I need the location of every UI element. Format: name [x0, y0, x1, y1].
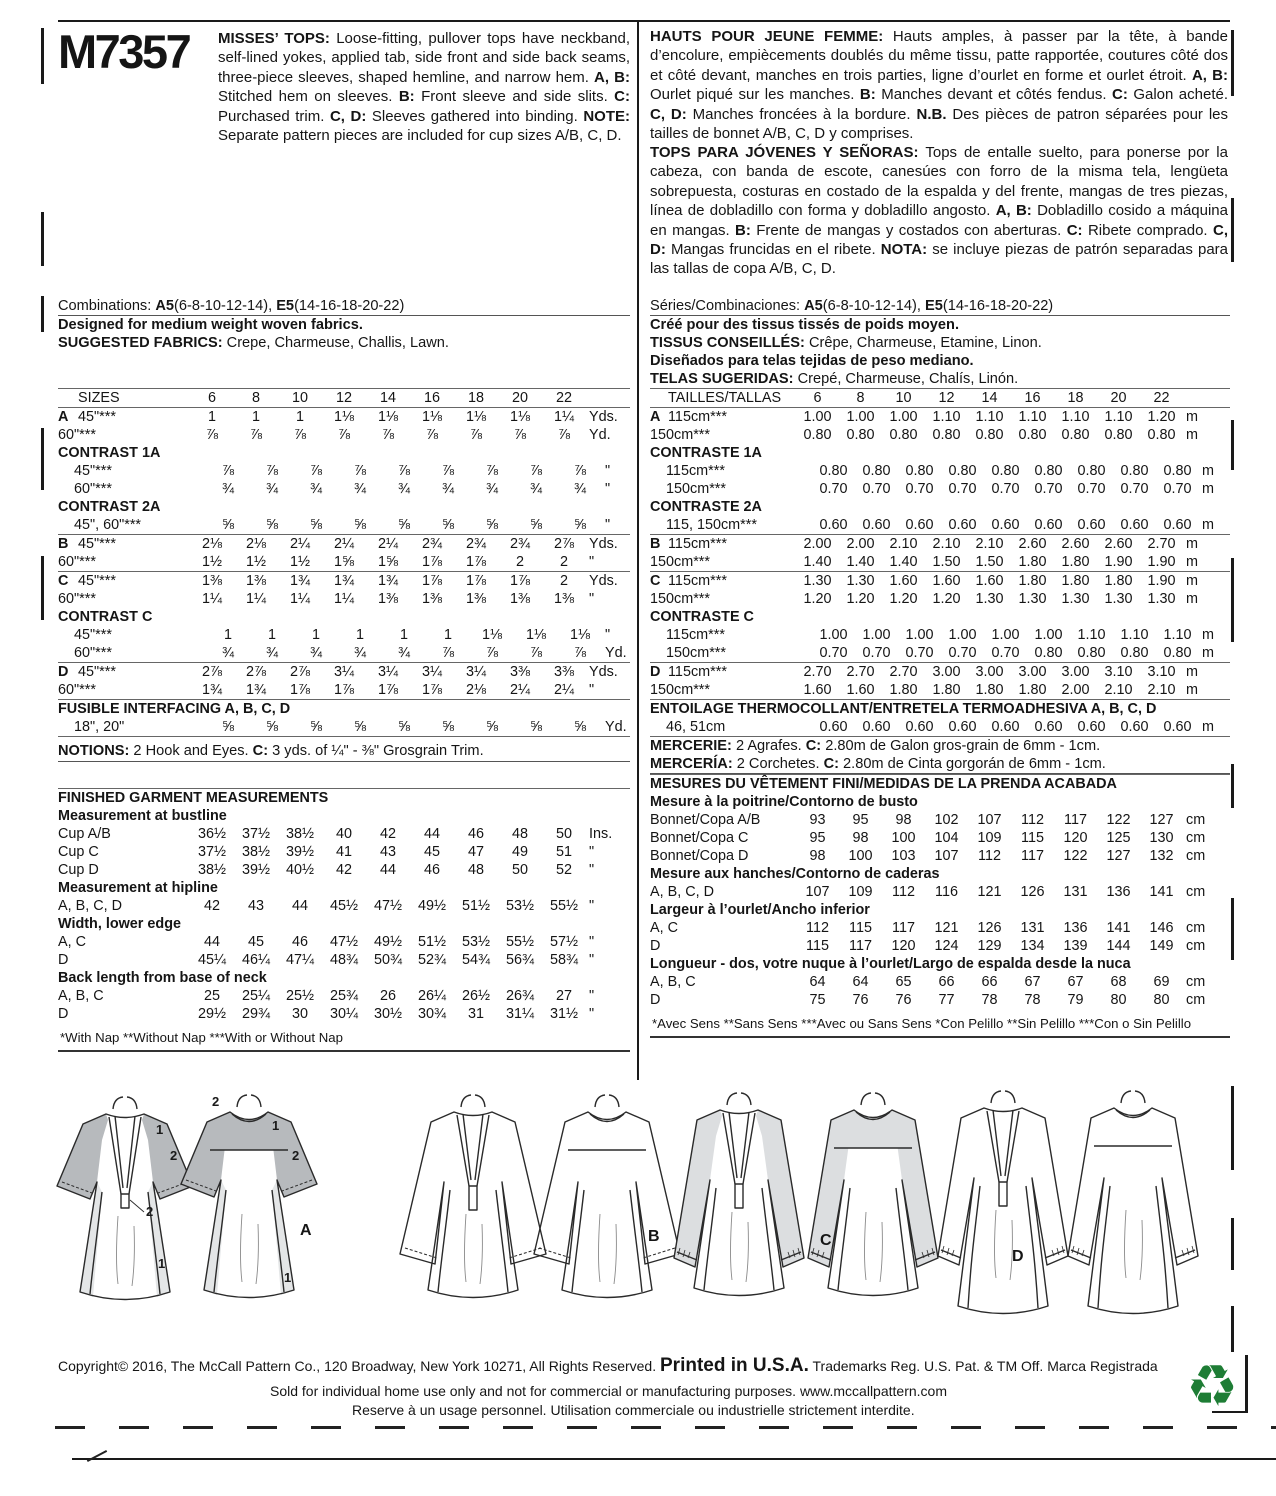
table-row: A, C 44 45 46 47½ 49½ 51½ 53½ 55½ 57½ ": [58, 934, 595, 950]
table-row: Mesure à la poitrine/Contorno de busto: [650, 794, 918, 810]
garment-b-front-illustration: [398, 1094, 548, 1319]
table-row: Back length from base of neck: [58, 970, 267, 986]
table-row: A, B, C, D 107 109 112 116 121 126 131 136 141 cm: [650, 884, 1206, 900]
table-row: CONTRASTE 2A: [650, 499, 762, 515]
table-row: A, B, C 64 64 65 66 66 67 67 68 69 cm: [650, 974, 1206, 990]
edge-mark: [1231, 30, 1234, 96]
table-row: A 115cm*** 1.00 1.00 1.00 1.10 1.10 1.10 1.10 1.10 1.20 m: [650, 409, 1198, 425]
series-combinations-line: Séries/Combinaciones: A5(6-8-10-12-14), E5(14-16-18-20-22): [650, 297, 1230, 316]
notions-line: NOTIONS: 2 Hook and Eyes. C: 3 yds. of ¼" - ⅜" Grosgrain Trim.: [58, 741, 630, 762]
usage-personnel-line: Reserve à un usage personnel. Utilisation commerciale ou industrielle strictement interdite.: [352, 1402, 915, 1418]
table-row: Cup D 38½ 39½ 40½ 42 44 46 48 50 52 ": [58, 862, 595, 878]
table-row: 115cm*** 1.00 1.00 1.00 1.00 1.00 1.00 1.10 1.10 1.10 m: [666, 627, 1214, 643]
designed-line: Designed for medium weight woven fabrics.: [58, 317, 363, 333]
table-row: CONTRAST C: [58, 609, 153, 625]
description-spanish: TOPS PARA JÓVENES Y SEÑORAS: Tops de entalle suelto, para ponerse por la cabeza, con banda de escote, canesúes con forro de la misma tela, lengüeta sobrepuesta, costuras en costado de la espalda y del frente, mangas de tres piezas, línea de dobladillo con forma y dobladillo angosto. A, B: Dobladillo cosido a máquina en mangas. B: Frente de mangas y costados con aberturas. C: Ribete comprado. C, D: Mangas fruncidas en el ribete. NOTA: se incluye piezas de patrón separadas para las tallas de copa A/B, C, D.: [650, 144, 1229, 278]
edge-mark: [1231, 1306, 1234, 1352]
edge-mark: [1231, 764, 1234, 808]
table-row: 115, 150cm*** 0.60 0.60 0.60 0.60 0.60 0.60 0.60 0.60 0.60 m: [666, 517, 1214, 533]
table-row: C 115cm*** 1.30 1.30 1.60 1.60 1.60 1.80 1.80 1.80 1.90 m: [650, 571, 1230, 590]
table-row: A, C 112 115 117 121 126 131 136 141 146 cm: [650, 920, 1206, 936]
figure-label-a: A: [300, 1222, 312, 1239]
description-french: HAUTS POUR JEUNE FEMME: Hauts amples, à passer par la tête, à bande d’encolure, empiècements doublés du même tissu, patte rapportée, coutures côté dos et côté devant, manches en trois parties, ligne d’ourlet en forme et ourlet étroit. A, B: Ourlet piqué sur les manches. B: Manches devant et côtés fendus. C: Galon acheté. C, D: Manches froncées à la bordure. N.B. Des pièces de patron séparées pour les tailles de bonnet A/B, C, D y comprises.: [650, 28, 1229, 143]
edge-mark: [1231, 898, 1234, 960]
svg-text:1: 1: [284, 1270, 292, 1285]
disenados-line: Diseñados para telas tejidas de peso mediano.: [650, 353, 974, 369]
edge-mark: [1231, 198, 1234, 262]
telas-line: TELAS SUGERIDAS: Crepé, Charmeuse, Chalís, Linón.: [650, 371, 1019, 387]
table-row: D 75 76 76 77 78 78 79 80 80 cm: [650, 992, 1206, 1008]
edge-mark: [41, 428, 44, 490]
sens-footnote: *Avec Sens **Sans Sens ***Avec ou Sans Sens *Con Pelillo **Sin Pelillo ***Con o Sin Pelillo: [650, 1009, 1230, 1038]
table-row: D 45¼ 46¼ 47¼ 48¾ 50¾ 52¾ 54¾ 56¾ 58¾ ": [58, 952, 595, 968]
table-row: CONTRASTE 1A: [650, 445, 762, 461]
bottom-rule: [72, 1458, 1276, 1460]
table-row: Measurement at bustline: [58, 808, 227, 824]
table-row: A 45"*** 1 1 1 1⅛ 1⅛ 1⅛ 1⅛ 1⅛ 1¼ Yds.: [58, 409, 618, 425]
home-use-line: Sold for individual home use only and not for commercial or manufacturing purposes. www.mccallpattern.com: [270, 1383, 947, 1399]
top-border-rule: [58, 20, 1230, 22]
table-row: 45", 60"*** ⅝ ⅝ ⅝ ⅝ ⅝ ⅝ ⅝ ⅝ ⅝ ": [74, 517, 611, 533]
cut-dashed-line: [55, 1426, 1276, 1429]
table-row: 150cm*** 0.70 0.70 0.70 0.70 0.70 0.70 0.70 0.70 0.70 m: [666, 481, 1214, 497]
garment-b-back-illustration: [532, 1094, 682, 1319]
finished-measurements-table: [58, 788, 630, 1023]
combinations-line: Combinations: A5(6-8-10-12-14), E5(14-16-18-20-22): [58, 297, 630, 316]
nap-footnote: *With Nap **Without Nap ***With or Without Nap: [58, 1023, 630, 1052]
table-row: TAILLES/TALLAS 6 8 10 12 14 16 18 20 22: [650, 388, 1230, 408]
table-row: Bonnet/Copa D 98 100 103 107 112 117 122 127 132 cm: [650, 848, 1206, 864]
edge-mark: [1231, 420, 1234, 470]
left-column: [58, 297, 630, 1052]
edge-mark: [41, 28, 44, 84]
pattern-number: M7357: [58, 25, 190, 78]
table-row: 150cm*** 0.70 0.70 0.70 0.70 0.70 0.80 0.80 0.80 0.80 m: [666, 645, 1214, 661]
table-row: FINISHED GARMENT MEASUREMENTS: [58, 788, 630, 807]
figure-label-d: D: [1012, 1248, 1024, 1265]
table-row: CONTRASTE C: [650, 609, 754, 625]
garment-c-front-illustration: [664, 1092, 814, 1317]
edge-mark: [41, 212, 44, 266]
edge-mark: [1231, 1218, 1234, 1270]
svg-text:2: 2: [146, 1204, 154, 1219]
svg-text:2: 2: [212, 1094, 220, 1109]
table-row: 150cm*** 1.20 1.20 1.20 1.20 1.30 1.30 1.30 1.30 1.30 m: [650, 591, 1198, 607]
table-row: Bonnet/Copa A/B 93 95 98 102 107 112 117 122 127 cm: [650, 812, 1206, 828]
table-row: 60"*** 1¼ 1¼ 1¼ 1¼ 1⅜ 1⅜ 1⅜ 1⅜ 1⅜ ": [58, 591, 595, 607]
table-row: C 45"*** 1⅜ 1⅜ 1¾ 1¾ 1¾ 1⅞ 1⅞ 1⅞ 2 Yds.: [58, 571, 630, 590]
table-row: B 115cm*** 2.00 2.00 2.10 2.10 2.10 2.60 2.60 2.60 2.70 m: [650, 534, 1230, 553]
svg-text:1: 1: [158, 1256, 166, 1271]
recycle-icon: ♻: [1186, 1354, 1238, 1419]
table-row: Longueur - dos, votre nuque à l’ourlet/Largo de espalda desde la nuca: [650, 956, 1131, 972]
table-row: CONTRAST 1A: [58, 445, 161, 461]
table-row: Width, lower edge: [58, 916, 181, 932]
column-divider-rule: [637, 20, 639, 1080]
right-column: [650, 297, 1230, 1038]
table-row: 45"*** 1 1 1 1 1 1 1⅛ 1⅛ 1⅛ ": [74, 627, 611, 643]
garment-d-back-illustration: [1058, 1090, 1208, 1335]
mercerie-line: MERCERIE: 2 Agrafes. C: 2.80m de Galon gros-grain de 6mm - 1cm.: [650, 738, 1101, 754]
table-row: Cup C 37½ 38½ 39½ 41 43 45 47 49 51 ": [58, 844, 595, 860]
table-row: MESURES DU VÊTEMENT FINI/MEDIDAS DE LA PRENDA ACABADA: [650, 774, 1230, 793]
table-row: A, B, C 25 25¼ 25½ 25¾ 26 26¼ 26½ 26¾ 27 ": [58, 988, 595, 1004]
table-row: D 115 117 120 124 129 134 139 144 149 cm: [650, 938, 1206, 954]
figure-label-b: B: [648, 1228, 660, 1245]
yardage-table: [58, 388, 630, 737]
table-row: 115cm*** 0.80 0.80 0.80 0.80 0.80 0.80 0.80 0.80 0.80 m: [666, 463, 1214, 479]
cree-line: Créé pour des tissus tissés de poids moyen.: [650, 317, 959, 333]
figure-label-c: C: [820, 1232, 832, 1249]
table-row: 150cm*** 1.60 1.60 1.80 1.80 1.80 1.80 2.00 2.10 2.10 m: [650, 682, 1198, 698]
table-row: Cup A/B 36½ 37½ 38½ 40 42 44 46 48 50 Ins.: [58, 826, 613, 842]
table-row: D 45"*** 2⅞ 2⅞ 2⅞ 3¼ 3¼ 3¼ 3¼ 3⅜ 3⅜ Yds.: [58, 662, 630, 681]
tissus-line: TISSUS CONSEILLÉS: Crêpe, Charmeuse, Etamine, Linon.: [650, 335, 1042, 351]
garment-a-back-illustration: [174, 1094, 324, 1319]
table-row: 60"*** ¾ ¾ ¾ ¾ ¾ ⅞ ⅞ ⅞ ⅞ Yd.: [74, 645, 627, 661]
table-row: A, B, C, D 42 43 44 45½ 47½ 49½ 51½ 53½ 55½ ": [58, 898, 595, 914]
table-row: ENTOILAGE THERMOCOLLANT/ENTRETELA TERMOADHESIVA A, B, C, D: [650, 699, 1230, 718]
table-row: Mesure aux hanches/Contorno de caderas: [650, 866, 940, 882]
suggested-fabrics-line: SUGGESTED FABRICS: Crepe, Charmeuse, Challis, Lawn.: [58, 335, 449, 351]
edge-mark: [1231, 1086, 1234, 1170]
edge-mark: [41, 296, 44, 332]
table-row: SIZES 6 8 10 12 14 16 18 20 22: [58, 388, 630, 408]
svg-text:1: 1: [156, 1122, 164, 1137]
table-row: Measurement at hipline: [58, 880, 218, 896]
table-row: 18", 20" ⅝ ⅝ ⅝ ⅝ ⅝ ⅝ ⅝ ⅝ ⅝ Yd.: [58, 718, 630, 737]
table-row: 150cm*** 0.80 0.80 0.80 0.80 0.80 0.80 0.80 0.80 0.80 m: [650, 427, 1198, 443]
svg-text:2: 2: [292, 1148, 300, 1163]
svg-text:1: 1: [272, 1118, 280, 1133]
table-row: 60"*** ⅞ ⅞ ⅞ ⅞ ⅞ ⅞ ⅞ ⅞ ⅞ Yd.: [58, 427, 611, 443]
copyright-line: Copyright© 2016, The McCall Pattern Co., 120 Broadway, New York 10271, All Rights Reserved. Printed in U.S.A. Trademarks Reg. U.S. Pat. & TM Off. Marca Registrada: [58, 1355, 1158, 1376]
table-row: Bonnet/Copa C 95 98 100 104 109 115 120 125 130 cm: [650, 830, 1206, 846]
table-row: D 115cm*** 2.70 2.70 2.70 3.00 3.00 3.00 3.00 3.10 3.10 m: [650, 662, 1230, 681]
table-row: 46, 51cm 0.60 0.60 0.60 0.60 0.60 0.60 0.60 0.60 0.60 m: [650, 718, 1230, 737]
table-row: 60"*** 1¾ 1¾ 1⅞ 1⅞ 1⅞ 1⅞ 2⅛ 2¼ 2¼ ": [58, 682, 595, 698]
table-row: D 29½ 29¾ 30 30¼ 30½ 30¾ 31 31¼ 31½ ": [58, 1006, 595, 1022]
svg-text:2: 2: [170, 1148, 178, 1163]
edge-mark: [41, 556, 44, 620]
edge-mark: [1231, 558, 1234, 642]
table-row: CONTRAST 2A: [58, 499, 161, 515]
mesures-table: [650, 774, 1230, 1009]
table-row: 60"*** 1½ 1½ 1½ 1⅝ 1⅝ 1⅞ 1⅞ 2 2 ": [58, 554, 595, 570]
edge-mark: [1245, 1355, 1248, 1411]
garment-c-back-illustration: [798, 1092, 948, 1317]
fold-check-mark: [87, 1450, 107, 1462]
metric-table: [650, 388, 1230, 737]
merceria-line: MERCERÍA: 2 Corchetes. C: 2.80m de Cinta gorgorán de 6mm - 1cm.: [650, 755, 1230, 774]
description-english: MISSES’ TOPS: Loose-fitting, pullover tops have neckband, self-lined yokes, applied tab, side front and side back seams, three-piece sleeves, shaped hemline, and narrow hem. A, B: Stitched hem on sleeves. B: Front sleeve and side slits. C: Purchased trim. C, D: Sleeves gathered into binding. NOTE: Separate pattern pieces are included for cup sizes A/B, C, D.: [218, 30, 630, 145]
table-row: 150cm*** 1.40 1.40 1.40 1.50 1.50 1.80 1.80 1.90 1.90 m: [650, 554, 1198, 570]
table-row: 45"*** ⅞ ⅞ ⅞ ⅞ ⅞ ⅞ ⅞ ⅞ ⅞ ": [74, 463, 611, 479]
table-row: FUSIBLE INTERFACING A, B, C, D: [58, 699, 630, 718]
table-row: B 45"*** 2⅛ 2⅛ 2¼ 2¼ 2¼ 2¾ 2¾ 2¾ 2⅞ Yds.: [58, 534, 630, 553]
garment-d-front-illustration: [928, 1090, 1078, 1335]
table-row: 60"*** ¾ ¾ ¾ ¾ ¾ ¾ ¾ ¾ ¾ ": [74, 481, 611, 497]
table-row: Largeur à l’ourlet/Ancho inferior: [650, 902, 870, 918]
